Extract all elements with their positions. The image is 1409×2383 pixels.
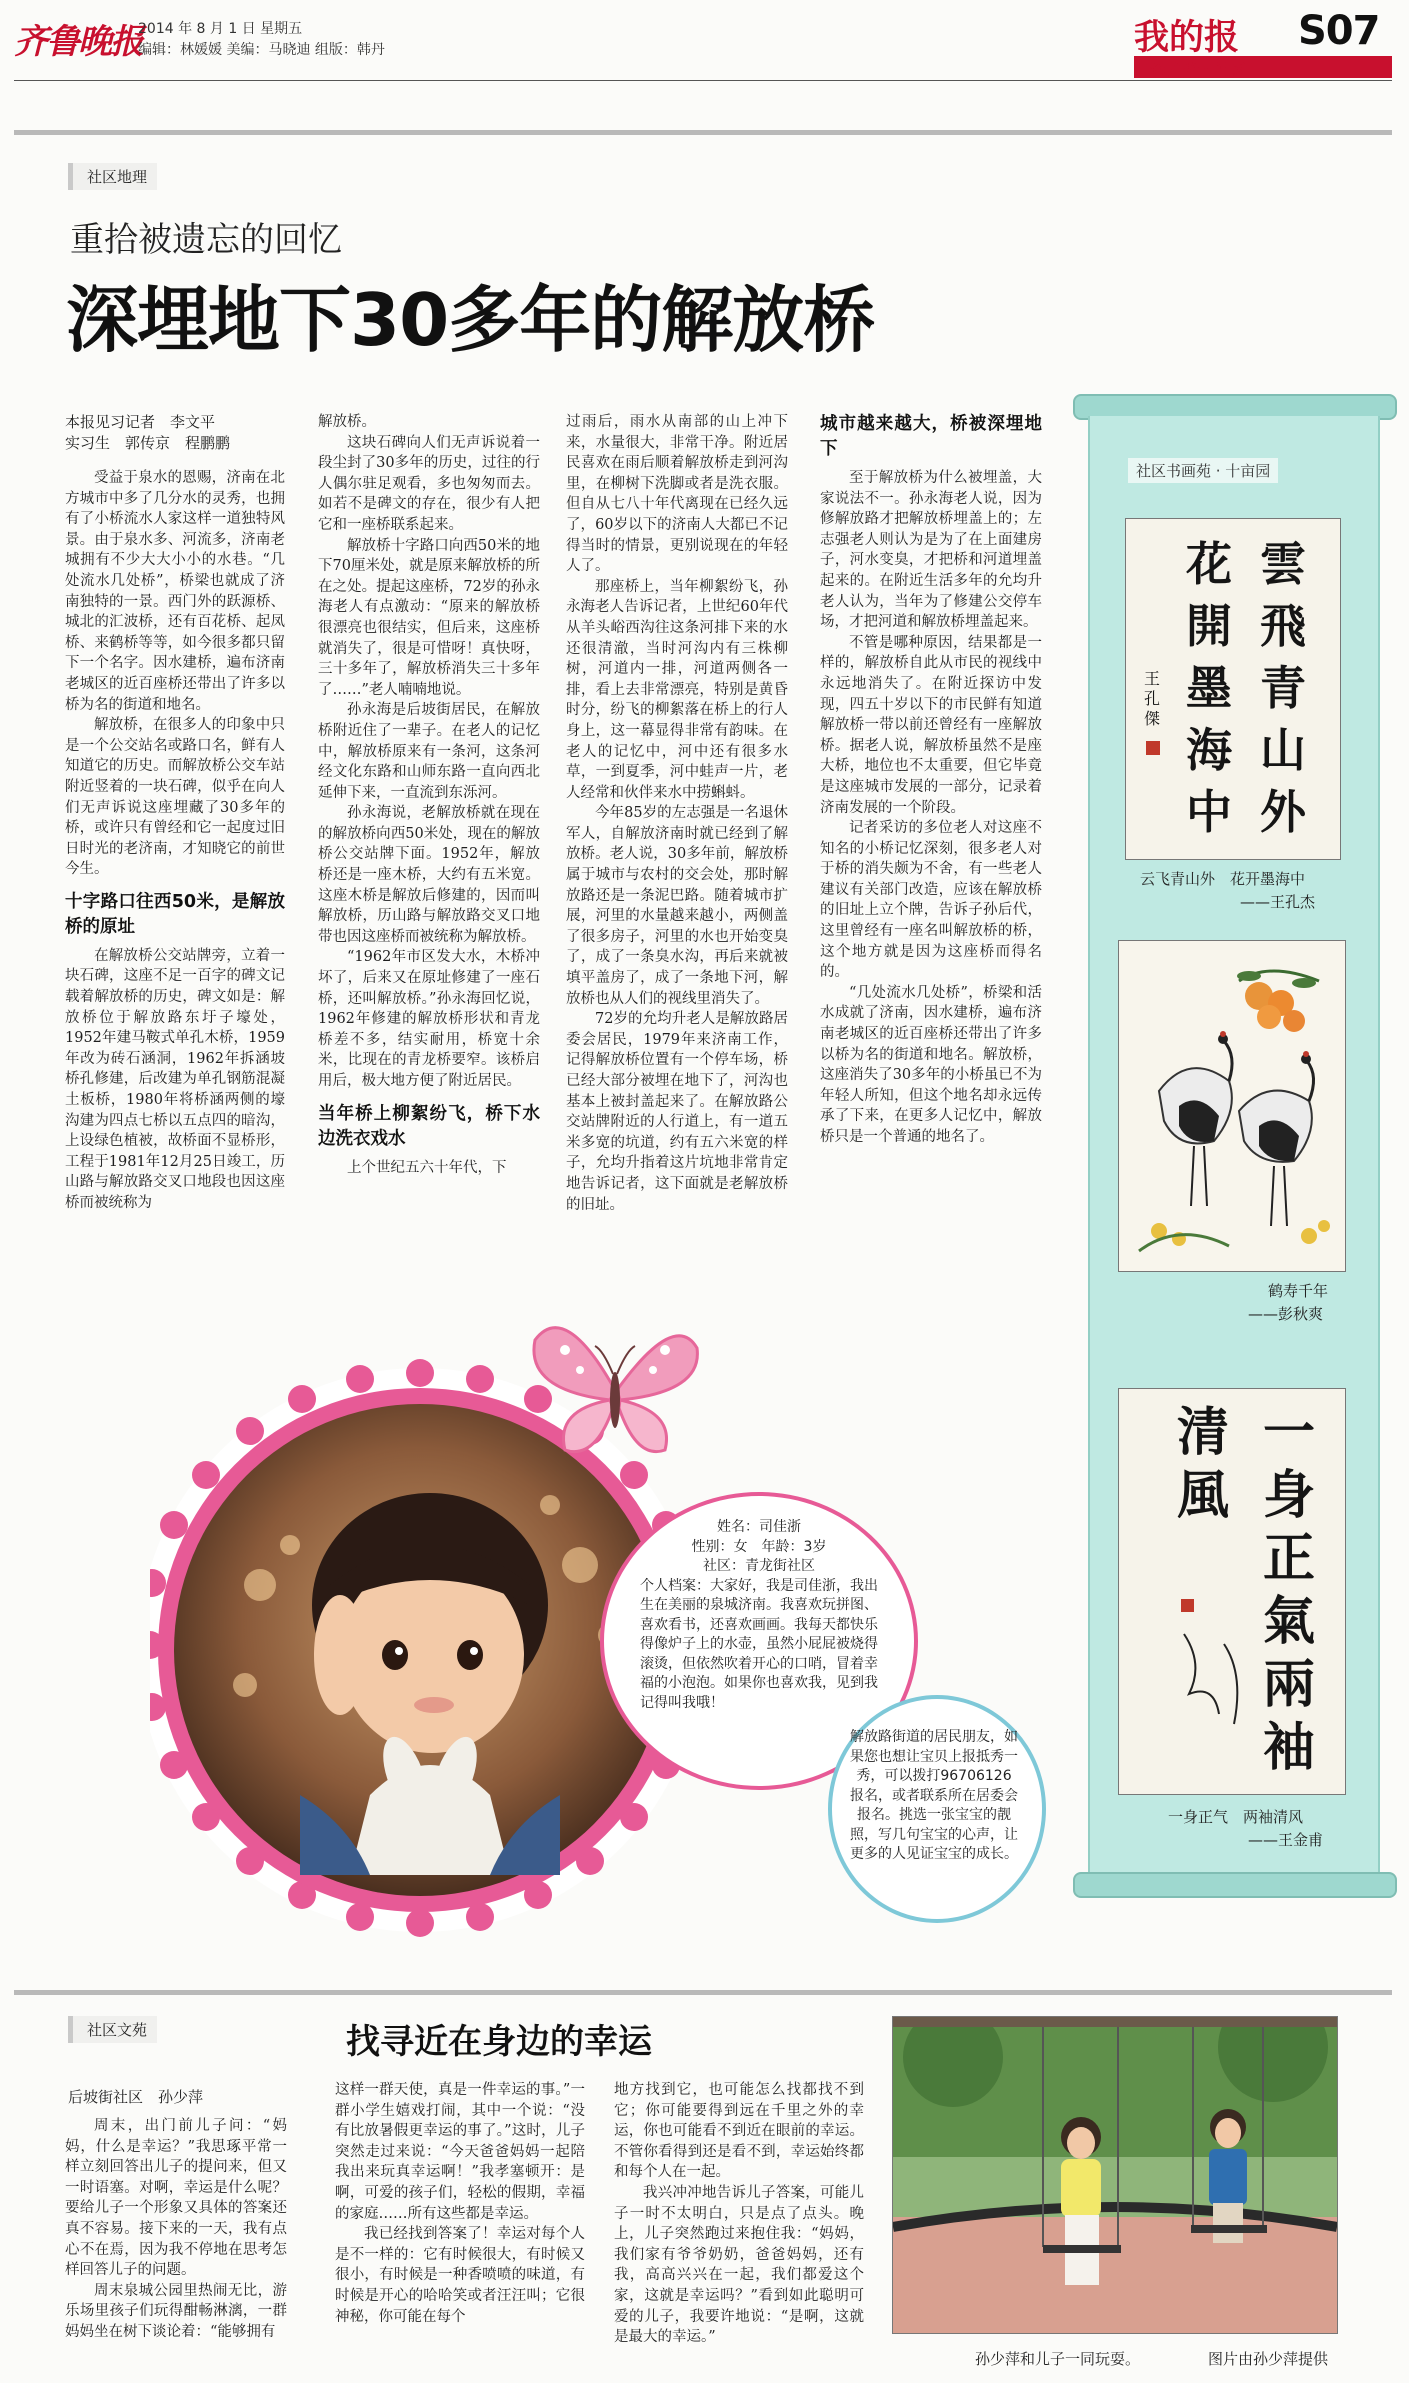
paragraph: 那座桥上，当年柳絮纷飞，孙永海老人告诉记者，上世纪60年代从羊头峪西沟往这条河排下来的水还很清澈，当时河沟内有三株柳树，河道内一排，河道两侧各一排，看上去非常漂亮，特别是黄昏时分，纷飞的柳絮落在桥上的行人身上，这一幕显得非常有韵味。在老人的记忆中，河中还有很多水草，一到夏季，河中蛙声一片，老人经常和伙伴来水中捞蝌蚪。 — [566, 578, 788, 801]
red-seal — [1146, 741, 1160, 755]
calligraphy-line-right: 一身正氣兩袖 — [1263, 1402, 1316, 1778]
section-tag: 社区文苑 — [68, 2016, 157, 2043]
artwork-1-caption: 云飞青山外 花开墨海中 — [1140, 870, 1306, 888]
paragraph: 今年85岁的左志强是一名退休军人，自解放济南时就已经到了解放桥。老人说，30多年前，解放桥属于城市与农村的交会处，那时解放路还是一条泥巴路。随着城市扩展，河里的水量越来越小，两侧盖了很多房子，河里的水也开始变臭了，成了一条臭水沟，再后来就被填平盖房了，成了一条地下河，解放桥也从人们的视线里消失了。 — [566, 805, 788, 1007]
calligraphy-artwork-2 — [1118, 1388, 1346, 1795]
paragraph: 周末，出门前儿子问：“妈妈，什么是幸运？”我思琢平常一样立刻回答出儿子的提问来，但又一时语塞。对啊，幸运是什么呢？要给儿子一个形象又具体的答案还真不容易。接下来的一天，我有点心不在焉，因为我不停地在思考怎样回答儿子的问题。 — [65, 2118, 287, 2279]
baby-name: 姓名：司佳浙 — [717, 1519, 801, 1535]
paragraph: 我兴冲冲地告诉儿子答案，可能儿子一时不太明白，只是点了点头。晚上，儿子突然跑过来抱住我：“妈妈，我们家有爷爷奶奶，爸爸妈妈，还有我，高高兴兴在一起，我们都爱这个家，这就是幸运吗？”看到如此聪明可爱的儿子，我要许地说：“是啊，这就是最大的幸运。” — [614, 2184, 864, 2346]
section-tag: 社区地理 — [68, 163, 157, 190]
article-column-1 — [65, 468, 285, 1373]
headline-2: 找寻近在身边的幸运 — [346, 2022, 652, 2062]
scroll-bottom-rod — [1073, 1872, 1397, 1898]
header-rule-thin — [14, 80, 1392, 81]
baby-profile: 个人档案：大家好，我是司佳浙，我出生在美丽的泉城济南。我喜欢玩拼图、喜欢看书，还喜欢画画。我每天都快乐得像炉子上的水壶，虽然小屁屁被烧得滚烫，但依然吹着开心的口哨，冒着幸福的小泡泡。如果你也喜欢我，见到我记得叫我哦！ — [640, 1577, 878, 1711]
paragraph: 孙永海说，老解放桥就在现在的解放桥向西50米处，现在的解放桥公交站牌下面。1952年，解放桥还是一座木桥，大约有五米宽。这座木桥是解放后修建的，因而叫解放桥，历山路与解放路交叉口地带也因这座桥而被统称为解放桥。 — [318, 805, 540, 945]
paragraph: 受益于泉水的恩赐，济南在北方城市中多了几分水的灵秀，也拥有了小桥流水人家这样一道独特风景。由于泉水多、河流多，济南老城拥有不少大大小小的水巷。“几处流水几处桥”，桥梁也就成了济南独特的一景。西门外的跃源桥、城北的汇波桥，还有百花桥、起凤桥、来鹤桥等等，如今很多都只留下一个名字。因水建桥，遍布济南老城区的近百座桥还带出了许多以桥为名的街道和地名。 — [65, 470, 285, 713]
artwork-2-author: ——彭秋爽 — [1248, 1305, 1324, 1323]
story2-column-3 — [614, 2080, 864, 2375]
baby-community: 社区：青龙街社区 — [703, 1558, 815, 1574]
butterfly-icon — [525, 1300, 705, 1470]
subheading: 十字路口往西50米，是解放桥的原址 — [65, 891, 285, 937]
artwork-3-caption: 一身正气 两袖清风 — [1168, 1808, 1304, 1826]
section-name: 我的报 — [1134, 18, 1240, 58]
paragraph: 解放桥，在很多人的印象中只是一个公交站名或路口名，鲜有人知道它的历史。而解放桥公交车站附近竖着的一块石碑，似乎在向人们无声诉说这座埋藏了30多年的桥，或许只有曾经和它一起度过旧日时光的老济南，才知晓它的前世今生。 — [65, 717, 285, 878]
photo-caption: 孙少萍和儿子一同玩耍。 — [975, 2350, 1141, 2368]
crane-painting-artwork — [1118, 940, 1346, 1272]
swing-photo-image — [893, 2017, 1337, 2333]
crane-painting-image — [1119, 941, 1345, 1271]
story2-column-2 — [335, 2080, 585, 2375]
headline: 深埋地下30多年的解放桥 — [66, 278, 875, 362]
calligraphy-artwork-1 — [1125, 518, 1341, 860]
article-column-3 — [566, 412, 788, 1292]
byline — [65, 412, 285, 454]
article-column-4 — [820, 412, 1042, 1312]
article-column-2 — [318, 412, 540, 1312]
section-sub: 解放路大社区 — [1150, 61, 1247, 80]
scroll-title: 社区书画苑 · 十亩园 — [1128, 458, 1278, 483]
header-rule — [14, 130, 1392, 135]
artwork-3-author: ——王金甫 — [1248, 1831, 1324, 1849]
story2-column-1 — [65, 2116, 287, 2374]
paragraph: 孙永海是后坡街居民，在解放桥附近住了一辈子。在老人的记忆中，解放桥原来有一条河，这条河经文化东路和山师东路一直向西北延伸下来，一直流到东泺河。 — [318, 702, 540, 801]
paragraph: 72岁的允均升老人是解放路居委会居民，1979年来济南工作，记得解放桥位置有一个停车场，桥已经大部分被埋在地下了，河沟也基本上被封盖起来了。在解放路公交站牌附近的人行道上，有一道五米多宽的坑道，约有五六米宽的样子，允均升指着这片坑地非常肯定地告诉记者，这下面就是老解放桥的旧址。 — [566, 1011, 788, 1213]
paragraph: 我已经找到答案了！幸运对每个人是不一样的：它有时候很大，有时候又很小，有时候是一种香喷喷的味道，有时候是开心的哈哈笑或者汪汪叫；它很神秘，你可能在每个 — [335, 2226, 585, 2325]
artwork-1-author: ——王孔杰 — [1240, 893, 1316, 911]
baby-gender-age: 性别：女 年龄：3岁 — [691, 1538, 827, 1555]
subheading: 城市越来越大，桥被深埋地下 — [820, 414, 1042, 459]
kicker: 重拾被遗忘的回忆 — [70, 220, 342, 260]
calligraphy-line-left: 花開墨海中 — [1186, 537, 1232, 839]
section-divider — [14, 1990, 1392, 1995]
subheading: 当年桥上柳絮纷飞，桥下水边洗衣戏水 — [318, 1103, 540, 1149]
swing-photo — [892, 2016, 1338, 2334]
byline-2: 后坡街社区 孙少萍 — [68, 2088, 204, 2106]
paragraph: 这样一群天使，真是一件幸运的事。”一群小学生嬉戏打闹，其中一个说：“没有比放暑假更幸运的事了。”这时，儿子突然走过来说：“今天爸爸妈妈一起陪我出来玩真幸运啊！”我孝塞顿开：是啊，可爱的孩子们，轻松的假期，幸福的家庭……所有这些都是幸运。 — [335, 2082, 585, 2222]
paragraph: 上个世纪五六十年代，下 — [347, 1159, 507, 1176]
byline-interns: 实习生 郭传京 程鹏鹏 — [65, 434, 231, 452]
masthead-logo: 齐鲁晚报 — [14, 22, 142, 62]
signature-scribble — [1174, 1624, 1264, 1744]
paragraph: 记者采访的多位老人对这座不知名的小桥记忆深刻，很多老人对于桥的消失颇为不舍，有一些老人建议有关部门改造，应该在解放桥的旧址上立个牌，告诉子孙后代，这里曾经有一座名叫解放桥的桥，这个地方就是因为这座桥而得名的。 — [820, 820, 1042, 981]
page-number: S07 — [1298, 8, 1380, 54]
calligraphy-line-right: 雲飛青山外 — [1260, 537, 1306, 839]
paragraph: 周末泉城公园里热闹无比，游乐场里孩子们玩得酣畅淋漓，一群妈妈坐在树下谈论着：“能够拥有 — [65, 2282, 287, 2340]
staff-line: 编辑：林媛媛 美编：马晓迪 组版：韩丹 — [138, 42, 385, 58]
calligraphy-line-left: 清風 — [1177, 1402, 1230, 1526]
calligraphy-signature: 王孔傑 — [1144, 669, 1161, 728]
paragraph: 在解放桥公交站牌旁，立着一块石碑，这座不足一百字的碑文记载着解放桥的历史，碑文如是：解放桥位于解放路东圩子壕处，1952年建马鞍式单孔木桥，1959年改为砖石涵洞，1962年拆涵坡桥孔修建，后改建为单孔钢筋混凝土板桥，1980年将桥涵两侧的壕沟建为四点七桥以五点四的暗沟，上设绿色植被，故桥面不显桥形，工程于1981年12月25日竣工，历山路与解放路交叉口地段也因这座桥而被统称为 — [65, 947, 285, 1211]
paragraph: 这块石碑向人们无声诉说着一段尘封了30多年的历史，过往的行人偶尔驻足观看，多也匆匆而去。如若不是碑文的存在，很少有人把它和一座桥联系起来。 — [318, 434, 540, 533]
paragraph: 地方找到它，也可能怎么找都找不到它；你可能要得到远在千里之外的幸运，你也可能看不到近在眼前的幸运。不管你看得到还是看不到，幸运始终都和每个人在一起。 — [614, 2082, 864, 2181]
notice-text: 解放路街道的居民朋友，如果您也想让宝贝上报抵秀一秀，可以拨打96706126报名，或者联系所在居委会报名。挑选一张宝宝的靓照，写几句宝宝的心声，让更多的人见证宝宝的成长。 — [850, 1729, 1018, 1862]
profile-text — [640, 1518, 878, 1713]
red-seal — [1181, 1599, 1194, 1612]
paragraph: 至于解放桥为什么被埋盖，大家说法不一。孙永海老人说，因为修解放路才把解放桥埋盖上的；左志强老人则认为是为了在上面建房子，河水变臭，才把桥和河道埋盖起来的。在附近生活多年的允均升老人认为，当年为了修建公交停车场，才把河道和解放桥埋盖起来。 — [820, 470, 1042, 631]
byline-reporter: 本报见习记者 李文平 — [65, 413, 216, 431]
paragraph: “1962年市区发大水，木桥冲坏了，后来又在原址修建了一座石桥，还叫解放桥。”孙永海回忆说，1962年修建的解放桥形状和青龙桥差不多，结实耐用，桥宽十余米，比现在的青龙桥要窄。该桥启用后，极大地方便了附近居民。 — [318, 949, 540, 1089]
photo-credit: 图片由孙少萍提供 — [1208, 2350, 1329, 2368]
date-line: 2014 年 8 月 1 日 星期五 — [138, 21, 303, 37]
artwork-2-caption: 鹤寿千年 — [1268, 1282, 1329, 1300]
paragraph: 解放桥。 — [318, 414, 376, 430]
paragraph: 解放桥十字路口向西50米的地下70厘米处，就是原来解放桥的所在之处。提起这座桥，72岁的孙永海老人有点激动：“原来的解放桥很漂亮也很结实，但后来，这座桥就消失了，很是可惜呀！真快呀，三十多年了，解放桥消失三十多年了……”老人喃喃地说。 — [318, 537, 540, 698]
paragraph: 过雨后，雨水从南部的山上冲下来，水量很大，非常干净。附近居民喜欢在雨后顺着解放桥走到河沟里，在柳树下洗脚或者是洗衣服。但自从七八十年代离现在已经久远了，60岁以下的济南人大都已不记得当时的情景，更别说现在的年轻人了。 — [566, 414, 788, 575]
paragraph: “几处流水几处桥”，桥梁和活水成就了济南，因水建桥，遍布济南老城区的近百座桥还带出了许多以桥为名的街道和地名。解放桥，这座消失了30多年的小桥虽已不为年轻人所知，但这个地名却永远传承了下来，在更多人记忆中，解放桥只是一个普通的地名了。 — [820, 984, 1042, 1145]
paragraph: 不管是哪种原因，结果都是一样的，解放桥自此从市民的视线中永远地消失了。在附近探访中发现，四五十岁以下的市民鲜有知道解放桥一带以前还曾经有一座解放桥。据老人说，解放桥虽然不是座大桥，地位也不太重要，但它毕竟是这座城市发展的一部分，记录着济南发展的一个阶段。 — [820, 634, 1042, 816]
